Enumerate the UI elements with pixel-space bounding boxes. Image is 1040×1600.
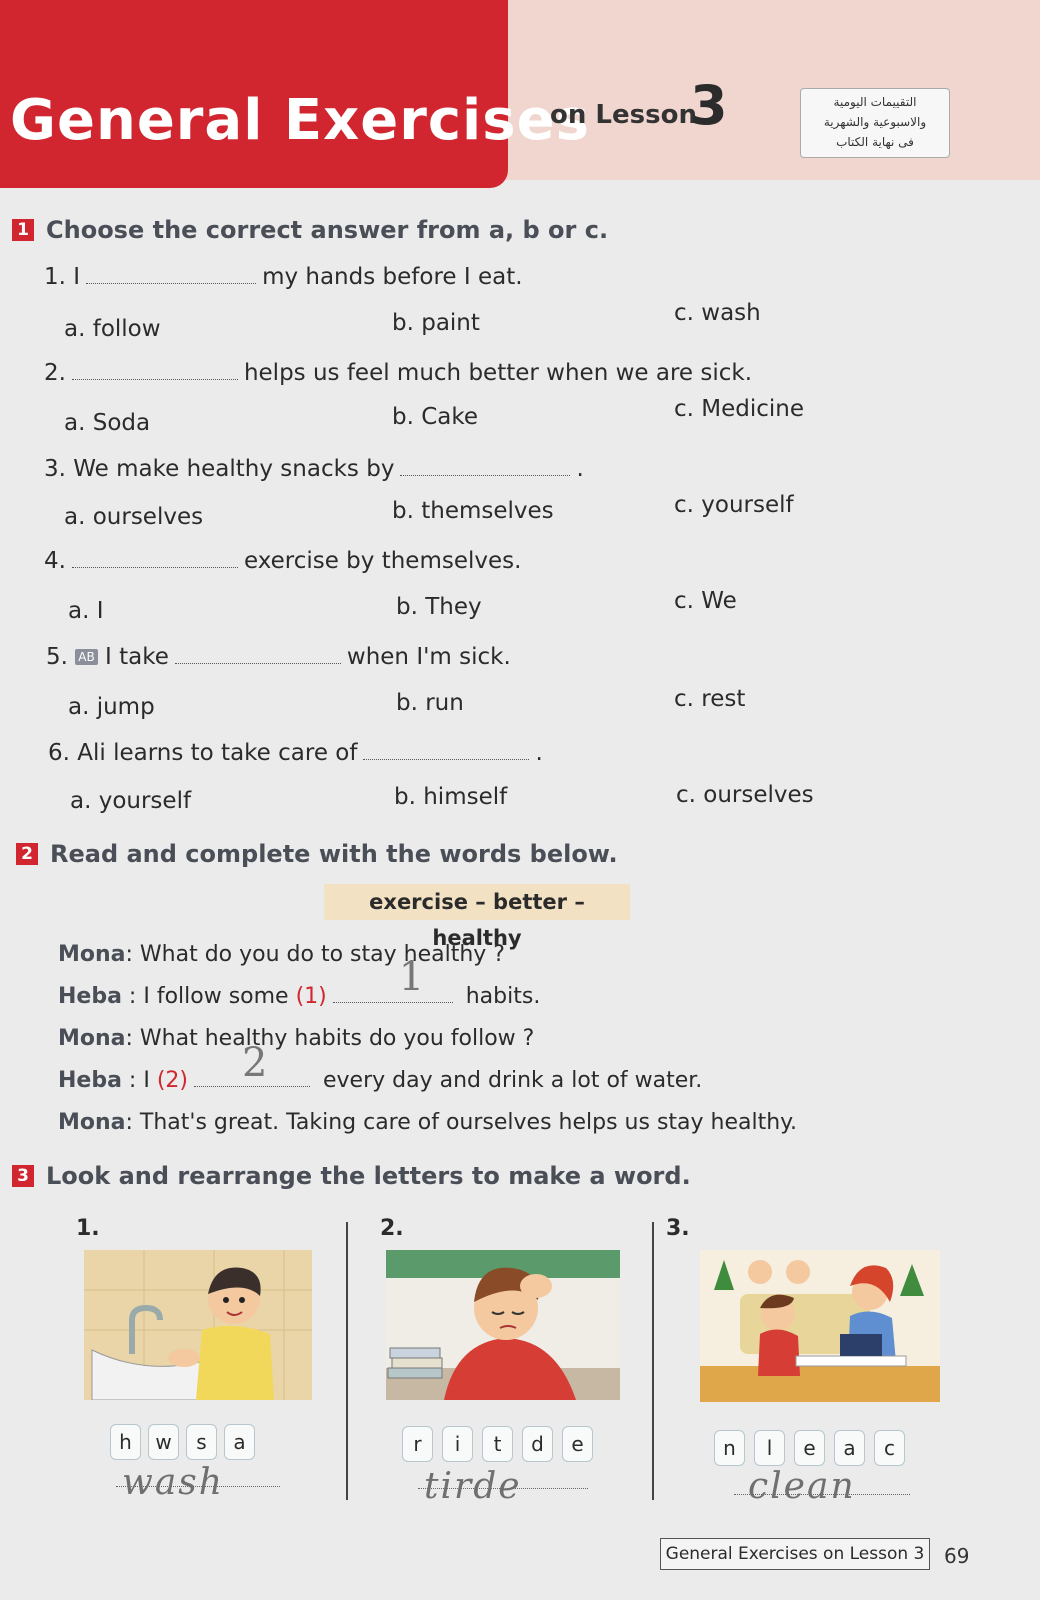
answer-blank[interactable] xyxy=(72,375,238,380)
question-number: 4. xyxy=(44,548,66,574)
option-a[interactable]: a. Soda xyxy=(64,410,151,436)
picture-number: 1. xyxy=(76,1216,100,1241)
question-number: 5. xyxy=(46,644,68,670)
question-3 xyxy=(44,456,584,482)
section-3-number: 3 xyxy=(12,1165,34,1187)
letter-tile[interactable]: i xyxy=(442,1426,473,1462)
option-b[interactable]: b. Cake xyxy=(392,404,479,430)
question-text-after: exercise by themselves. xyxy=(243,548,522,574)
arabic-note xyxy=(800,88,950,158)
question-text-after: helps us feel much better when we are sick. xyxy=(243,360,753,386)
blank-number: (2) xyxy=(156,1068,188,1093)
question-text-after: . xyxy=(535,740,543,766)
question-text-after: . xyxy=(576,456,584,482)
handwritten-answer: tirde xyxy=(424,1466,522,1507)
dialogue-text-after: every day and drink a lot of water. xyxy=(316,1068,703,1093)
question-2 xyxy=(44,360,752,386)
option-b[interactable]: b. themselves xyxy=(392,498,554,524)
arabic-line-1: التقييمات اليومية xyxy=(833,95,917,109)
letter-tile[interactable]: e xyxy=(562,1426,593,1462)
title-banner xyxy=(0,0,590,188)
answer-blank[interactable] xyxy=(86,279,256,284)
letter-tile[interactable]: a xyxy=(224,1424,255,1460)
word-bank: exercise – better – healthy xyxy=(324,884,630,920)
option-c[interactable]: c. Medicine xyxy=(674,396,805,422)
letter-tile[interactable]: a xyxy=(834,1430,865,1466)
speaker-name: Heba xyxy=(58,1068,122,1093)
question-text-after: my hands before I eat. xyxy=(262,264,523,290)
question-4 xyxy=(44,548,521,574)
picture-number: 2. xyxy=(380,1216,404,1241)
column-divider xyxy=(346,1222,348,1500)
question-text-after: when I'm sick. xyxy=(346,644,511,670)
question-number: 2. xyxy=(44,360,66,386)
handwritten-answer: 2 xyxy=(242,1040,268,1086)
letter-tile[interactable]: c xyxy=(874,1430,905,1466)
option-a[interactable]: a. yourself xyxy=(70,788,192,814)
tired-boy-illustration xyxy=(386,1250,620,1400)
section-2-number: 2 xyxy=(16,843,38,865)
letter-tile[interactable]: w xyxy=(148,1424,179,1460)
picture-number: 3. xyxy=(666,1216,690,1241)
question-number: 3. xyxy=(44,456,66,482)
page-number: 69 xyxy=(944,1544,970,1568)
letter-tile[interactable]: e xyxy=(794,1430,825,1466)
handwritten-answer: wash xyxy=(122,1462,224,1503)
on-lesson-label: on Lesson xyxy=(550,100,697,130)
letter-tile[interactable]: n xyxy=(714,1430,745,1466)
speaker-name: Heba xyxy=(58,984,122,1009)
answer-blank[interactable] xyxy=(72,563,238,568)
arabic-line-2: والاسبوعية والشهرية xyxy=(823,115,927,129)
dialogue-text-before: : I follow some xyxy=(121,984,296,1009)
dialogue-text-after: habits. xyxy=(458,984,541,1009)
option-c[interactable]: c. We xyxy=(674,588,737,614)
letter-tile[interactable]: d xyxy=(522,1426,553,1462)
question-number: 1. xyxy=(44,264,66,290)
option-c[interactable]: c. rest xyxy=(674,686,746,712)
page-title: General Exercises xyxy=(10,88,590,153)
question-1 xyxy=(44,264,523,290)
question-text-before: I take xyxy=(105,644,169,670)
answer-blank[interactable] xyxy=(400,471,570,476)
dialogue-line-3 xyxy=(58,1026,534,1051)
blank-number: (1) xyxy=(295,984,327,1009)
question-text-before: We make healthy snacks by xyxy=(73,456,395,482)
arabic-line-3: فى نهاية الكتاب xyxy=(836,135,914,149)
question-text-before: I xyxy=(73,264,81,290)
question-number: 6. xyxy=(48,740,70,766)
letter-tile[interactable]: h xyxy=(110,1424,141,1460)
column-divider xyxy=(652,1222,654,1500)
option-b[interactable]: b. They xyxy=(396,594,482,620)
dialogue-line-5 xyxy=(58,1110,797,1135)
question-6 xyxy=(48,740,543,766)
option-c[interactable]: c. yourself xyxy=(674,492,794,518)
section-1-title: Choose the correct answer from a, b or c. xyxy=(46,216,609,244)
option-a[interactable]: a. I xyxy=(68,598,104,624)
letter-tile[interactable]: r xyxy=(402,1426,433,1462)
answer-blank[interactable] xyxy=(194,1040,310,1087)
option-b[interactable]: b. paint xyxy=(392,310,480,336)
family-cleaning-illustration xyxy=(700,1250,940,1402)
ab-badge: AB xyxy=(75,649,97,665)
option-a[interactable]: a. jump xyxy=(68,694,155,720)
speaker-name: Mona xyxy=(58,942,126,967)
dialogue-line-4 xyxy=(58,1040,703,1093)
washing-hands-illustration xyxy=(84,1250,312,1400)
dialogue-text: : That's great. Taking care of ourselves helps us stay healthy. xyxy=(125,1110,798,1135)
option-b[interactable]: b. run xyxy=(396,690,464,716)
section-3-title: Look and rearrange the letters to make a word. xyxy=(46,1162,691,1190)
section-2-heading xyxy=(16,840,618,868)
section-1-heading xyxy=(12,216,608,244)
section-1-number: 1 xyxy=(12,219,34,241)
option-c[interactable]: c. ourselves xyxy=(676,782,814,808)
section-3-heading xyxy=(12,1162,691,1190)
speaker-name: Mona xyxy=(58,1026,126,1051)
question-text-before: Ali learns to take care of xyxy=(77,740,358,766)
dialogue-text: : What do you do to stay healthy ? xyxy=(125,942,505,967)
letter-tile[interactable]: s xyxy=(186,1424,217,1460)
answer-blank[interactable] xyxy=(175,659,341,664)
dialogue-text: : What healthy habits do you follow ? xyxy=(125,1026,535,1051)
letter-tile[interactable]: t xyxy=(482,1426,513,1462)
answer-blank[interactable] xyxy=(333,954,453,1003)
option-b[interactable]: b. himself xyxy=(394,784,508,810)
handwritten-answer: 1 xyxy=(398,954,425,1000)
letter-tile[interactable]: l xyxy=(754,1430,785,1466)
handwritten-answer: clean xyxy=(748,1466,856,1507)
dialogue-line-1 xyxy=(58,942,505,967)
option-a[interactable]: a. ourselves xyxy=(64,504,204,530)
option-c[interactable]: c. wash xyxy=(674,300,761,326)
speaker-name: Mona xyxy=(58,1110,126,1135)
lesson-number: 3 xyxy=(690,74,728,137)
dialogue-text-before: : I xyxy=(121,1068,157,1093)
answer-blank[interactable] xyxy=(363,755,529,760)
section-2-title: Read and complete with the words below. xyxy=(50,840,618,868)
question-5 xyxy=(46,644,511,670)
footer-label: General Exercises on Lesson 3 xyxy=(660,1538,930,1570)
option-a[interactable]: a. follow xyxy=(64,316,161,342)
